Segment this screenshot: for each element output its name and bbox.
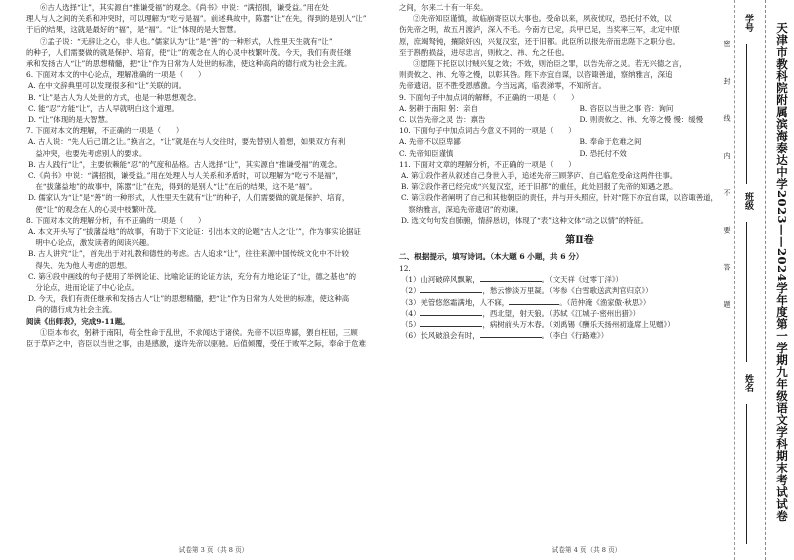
student-id-blank[interactable] [746, 44, 747, 184]
q11-option-line: D. 选文句句发自肺腑，情辞恳切，体现了“表”这种文体“动之以情”的特征。 [401, 215, 649, 225]
passage-line: 先帝遗诏。臣不胜受恩感激。今当远离，临表涕零，不知所言。 [399, 81, 606, 91]
passage-line: 于后的结果，这就是最好的“福”，是“福”。“让”体现的是大智慧。 [26, 25, 241, 35]
passage-line: 则责攸之、祎、允等之慢，以彰其咎。陛下亦宜自谋，以咨诹善道，察纳雅言，深追 [399, 70, 673, 80]
poem-fill-item: （3）羌管悠悠霜满地，人不寐， 。（范仲淹《渔家傲·秋思》） [401, 297, 651, 307]
q7-option-line: 益冲突，也要先考虑别人的要求。 [28, 148, 147, 158]
passage-line: ⑦孟子说：“无辞让之心，非人也。”儒家认为“让”是“善”的一种形式，人性里天生就有“让” [40, 36, 333, 46]
q6-option-b: B. “让”是古人为人处世的方式，也是一种思想观念。 [28, 92, 201, 102]
q11-option-line: C. 第③段作者阐明了自己和其他朝臣的责任，并与开头照应，针对“陛下亦宜自谋，以咨诹善道， [401, 193, 718, 203]
name-label: 姓名 [743, 374, 753, 392]
passage-line: 的种子，人们需要做的就是保护、培育，使“让”的观念在人的心灵中枝繁叶茂。今天，我们有责任继 [26, 47, 352, 57]
page-footer: 试卷第 4 页（共 8 页） [551, 546, 622, 554]
q7-option-line: A. 古人说：“先人后己谓之让。”换言之，“让”就是在与人交往时，要先替别人着想，如果双方有利 [28, 137, 346, 147]
answer-blank[interactable] [420, 285, 482, 293]
answer-blank[interactable] [509, 297, 559, 305]
q6-option-a: A. 在中文辞典里可以发现很多和“让”关联的词。 [28, 81, 187, 91]
passage-line: 之间，尔来二十有一年矣。 [399, 3, 488, 12]
passage-line: ⑥古人选择“让”，其实源自“推谦受福”的观念。《尚书》中说：“满招损，谦受益。”用在处 [40, 3, 329, 12]
answer-blank[interactable] [420, 319, 482, 327]
q9-option-b: B. 咨臣以当世之事 咨：询问 [579, 103, 674, 113]
q10-options-row [399, 148, 760, 159]
q7-option-line: 在“拔藩益地”的故事中，陈嚣“让”在先，得到的是别人“让”在后的结果，这不是“福”。 [28, 182, 317, 192]
question-11-stem: 11. 下面对文章的理解分析，不正确的一项是（ ） [399, 159, 576, 169]
seal-line-notice: 密 封 线 内 不 要 答 题 [723, 40, 731, 322]
q7-option-line: 使“让”的观念在人的心灵中枝繁叶茂。 [28, 204, 162, 214]
passage-line: ③愿陛下托臣以讨贼兴复之效；不效，则治臣之罪，以告先帝之灵。若无兴德之言， [413, 59, 687, 69]
passage-line: 至于斟酌损益，进尽忠言，则攸之、祎、允之任也。 [399, 47, 569, 57]
q8-option-line: B. 古人讲究“让”，首先出于对礼教和德性的考虑。古人追求“让”，往往来源中国传统文化中不计较 [28, 249, 349, 259]
q8-option-line: D. 今天，我们有责任继承和发扬古人“让”的思想精髓，把“让”作为日常为人处世的标准，使这种高 [28, 294, 350, 304]
student-id-label: 学号 [743, 14, 753, 32]
q9-option-a: A. 躬耕于南阳 躬：亲自 [399, 103, 478, 113]
q8-option-line: A. 本文开头写了“拔藩益地”的故事，有助于下文论证：引出本文的论题“古人之‘让’”，作为事实论据证 [28, 227, 361, 237]
question-6-stem: 6. 下面对本文的中心论点，理解准确的一项是（ ） [26, 70, 206, 80]
passage-line: ②先帝知臣谨慎，故临崩寄臣以大事也。受命以来，夙夜忧叹，恐托付不效，以 [413, 14, 672, 24]
q11-option-line: B. 第②段作者已经完成“兴复汉室，还于旧都”的重任，此处回报了先帝的知遇之恩。 [401, 182, 678, 192]
poem-fill-item: （1）山河破碎风飘絮， 。（文天祥《过零丁洋》） [401, 275, 623, 285]
poem-fill-item: （5） ，病树前头万木春。（刘禹锡《酬乐天扬州初逢席上见赠》） [401, 320, 675, 330]
poem-fill-item: （4） ，西北望，射天狼。（苏轼《江城子·密州出猎》） [401, 308, 641, 318]
exam-title: 天津市教科院附属滨海泰达中学2023——2024学年度第一学期九年级语文学科期末考试试卷 [775, 22, 789, 523]
page-footer: 试卷第 3 页（共 8 页） [178, 546, 249, 554]
q11-option-line: 察纳雅言，深追先帝遗诏”的劝谏。 [401, 204, 524, 214]
section-2-title: 二、根据提示，填写诗词。（本大题 6 小题，共 6 分） [399, 252, 584, 262]
q7-option-line: D. 儒家认为“让”是“善”的一种形式，人性里天生就有“让”的种子，人们需要做的就是保护、培育， [28, 193, 350, 203]
answer-blank[interactable] [480, 330, 542, 338]
poem-fill-item: （6）长风破浪会有时， 。（李白《行路难》） [401, 331, 609, 341]
binding-strip [765, 0, 794, 560]
q9-option-d: D. 则责攸之、祎、允等之慢 慢：缓慢 [579, 115, 704, 125]
q6-option-d: D. “让”体现的是大智慧。 [28, 115, 113, 125]
q6-option-c: C. 能“忍”方能“让”，古人早就明白这个道理。 [28, 103, 179, 113]
passage-line: 伤先帝之明，故五月渡泸，深入不毛。今南方已定，兵甲已足，当奖率三军，北定中原 [399, 25, 680, 35]
passage-line: 承和发扬古人“让”的思想精髓，把“让”作为日常为人处世的标准，使这种高尚的德行成为社会主流。 [26, 59, 352, 69]
q7-option-line: C.《尚书》中说：“满招损，谦受益。”用在处理人与人关系和矛盾时，可以理解为“吃亏不是福”， [28, 171, 343, 181]
class-blank[interactable] [746, 222, 747, 362]
q8-option-line: C. 第④段中画线的句子使用了举例论证、比喻论证的论证方法，充分有力地论证了“让，德之基也”的 [28, 271, 357, 281]
q11-option-line: A. 第①段作者从叙述自己身世入手，追述先帝三顾茅庐、自己临危受命这两件往事。 [401, 171, 678, 181]
passage-line: 原，庶竭驽钝，攘除奸凶，兴复汉室，还于旧都。此臣所以报先帝而忠陛下之职分也。 [399, 36, 680, 46]
poem-fill-item: （2） ，愁云惨淡万里凝。（岑参《白雪歌送武判官归京》） [401, 286, 653, 296]
passage-line: 臣于草庐之中，咨臣以当世之事，由是感激，遂许先帝以驱驰。后值倾覆，受任于败军之际，奉命于危难 [26, 339, 366, 349]
question-9-stem: 9. 下面句子中加点词的解释，不正确的一项是（ ） [399, 92, 579, 102]
q8-option-line: 得失、先为他人考虑的思想。 [28, 260, 132, 270]
q9-options-row [399, 114, 760, 125]
q10-options-row [399, 136, 760, 147]
passage-line: ①臣本布衣，躬耕于南阳，苟全性命于乱世，不求闻达于诸侯。先帝不以臣卑鄙，猥自枉屈，三顾 [40, 327, 358, 337]
question-10-stem: 10. 下面句子中加点词古今意义不同的一项是（ ） [399, 126, 576, 136]
answer-blank[interactable] [420, 308, 482, 316]
left-exam-page [4, 0, 379, 560]
question-7-stem: 7. 下面对本文的理解，不正确的一项是（ ） [26, 126, 184, 136]
q10-option-b: B. 奉命于危难之间 [579, 137, 642, 147]
passage-line: 理人与人之间的关系和冲突时，可以理解为“吃亏是福”。前述典故中，陈嚣“让”在先，得到的是别人“让” [26, 14, 367, 24]
question-12-label: 12. [399, 264, 411, 274]
reading-section-heading: 阅读《出师表》，完成9-11题。 [26, 316, 130, 326]
q9-option-c: C. 以告先帝之灵 告：禀告 [399, 115, 486, 125]
right-exam-page [395, 0, 770, 560]
q9-options-row [399, 103, 760, 114]
q10-option-c: C. 先帝知臣谨慎 [399, 148, 454, 158]
q10-option-a: A. 先帝不以臣卑鄙 [399, 137, 461, 147]
volume-ii-title: 第Ⅱ卷 [565, 235, 594, 247]
q10-option-d: D. 恐托付不效 [579, 148, 627, 158]
question-8-stem: 8. 下面对本文的理解分析，有不正确的一项是（ ） [26, 215, 206, 225]
q8-option-line: 分论点，进而论证了中心论点。 [28, 283, 139, 293]
class-label: 班级 [743, 192, 753, 210]
student-info-fields [734, 14, 764, 554]
name-blank[interactable] [746, 404, 747, 544]
q8-option-line: 明中心论点，激发读者的阅读兴趣。 [28, 238, 154, 248]
q8-option-line: 尚的德行成为社会主流。 [28, 305, 117, 315]
q7-option-line: B. 古人践行“让”，主要依赖能“忍”的气度和品格。古人选择“让”，其实源自“推谦受福”的观念。 [28, 159, 342, 169]
answer-blank[interactable] [480, 274, 542, 282]
